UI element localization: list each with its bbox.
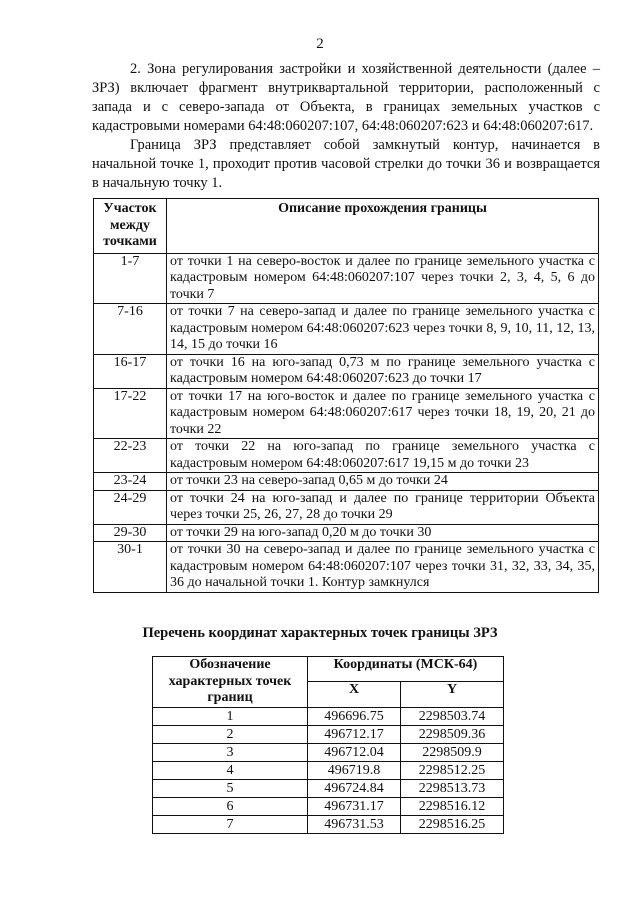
x-cell: 496696.75 xyxy=(308,707,401,725)
y-cell: 2298509.9 xyxy=(401,743,504,761)
boundary-description-table xyxy=(93,198,599,593)
segment-cell: 29-30 xyxy=(94,524,167,542)
description-cell: от точки 1 на северо-восток и далее по границе земельного участка с кадастровым номером 64:48:060207:107 через точки 2, 3, 4, 5, 6 до точки 7 xyxy=(167,253,599,304)
point-cell: 7 xyxy=(153,815,308,833)
x-cell: 496712.17 xyxy=(308,725,401,743)
segment-cell: 17-22 xyxy=(94,388,167,439)
point-cell: 4 xyxy=(153,761,308,779)
description-cell: от точки 22 на юго-запад по границе земельного участка с кадастровым номером 64:48:060207:617 19,15 м до точки 23 xyxy=(167,439,599,473)
table-row xyxy=(94,354,599,388)
description-cell: от точки 23 на северо-запад 0,65 м до точки 24 xyxy=(167,473,599,491)
x-cell: 496731.53 xyxy=(308,815,401,833)
boundary-intro-paragraph: Граница ЗРЗ представляет собой замкнутый контур, начинается в начальной точке 1, проходит против часовой стрелки до точки 36 и возвращается в начальную точку 1. xyxy=(92,137,600,191)
y-cell: 2298503.74 xyxy=(401,707,504,725)
table-row xyxy=(94,253,599,304)
y-cell: 2298516.25 xyxy=(401,815,504,833)
coordinates-header-row xyxy=(153,657,504,682)
x-cell: 496724.84 xyxy=(308,779,401,797)
segment-cell: 1-7 xyxy=(94,253,167,304)
description-cell: от точки 24 на юго-запад и далее по границе территории Объекта через точки 25, 26, 27, 28 до точки 29 xyxy=(167,490,599,524)
table-row xyxy=(94,542,599,593)
segment-cell: 16-17 xyxy=(94,354,167,388)
x-cell: 496719.8 xyxy=(308,761,401,779)
segment-cell: 30-1 xyxy=(94,542,167,593)
description-column-header: Описание прохождения границы xyxy=(167,199,599,254)
page-number: 2 xyxy=(316,36,324,52)
boundary-table-header xyxy=(94,199,599,254)
y-cell: 2298516.12 xyxy=(401,797,504,815)
segment-column-header: Участок между точками xyxy=(94,199,167,254)
table-row xyxy=(94,439,599,473)
point-cell: 2 xyxy=(153,725,308,743)
table-row xyxy=(153,707,504,725)
table-row xyxy=(94,388,599,439)
description-cell: от точки 29 на юго-запад 0,20 м до точки 30 xyxy=(167,524,599,542)
table-row xyxy=(94,490,599,524)
table-row xyxy=(153,797,504,815)
coordinates-title: Перечень координат характерных точек границы ЗРЗ xyxy=(142,625,498,641)
point-label-header: Обозначение характерных точек границ xyxy=(153,657,308,708)
point-cell: 6 xyxy=(153,797,308,815)
table-row xyxy=(94,473,599,491)
table-row xyxy=(153,761,504,779)
point-cell: 1 xyxy=(153,707,308,725)
table-row xyxy=(153,815,504,833)
segment-cell: 24-29 xyxy=(94,490,167,524)
description-cell: от точки 17 на юго-восток и далее по границе земельного участка с кадастровым номером 64:48:060207:617 через точки 18, 19, 20, 21 до точки 22 xyxy=(167,388,599,439)
coordinates-system-header: Координаты (МСК-64) xyxy=(308,657,504,682)
zone-description-paragraph: 2. Зона регулирования застройки и хозяйственной деятельности (далее – ЗРЗ) включает фрагмент внутриквартальной территории, расположенный с запада и с северо-запада от Объекта, в границах земельных участков с кадастровыми номерами 64:48:060207:107, 64:48:060207:623 и 64:48:060207:617. xyxy=(92,61,600,134)
y-cell: 2298512.25 xyxy=(401,761,504,779)
table-row xyxy=(94,304,599,355)
point-cell: 3 xyxy=(153,743,308,761)
description-cell: от точки 30 на северо-запад и далее по границе земельного участка с кадастровым номером 64:48:060207:107 через точки 31, 32, 33, 34, 35, 36 до начальной точки 1. Контур замкнулся xyxy=(167,542,599,593)
table-row xyxy=(153,743,504,761)
table-row xyxy=(153,779,504,797)
x-cell: 496712.04 xyxy=(308,743,401,761)
segment-cell: 23-24 xyxy=(94,473,167,491)
segment-cell: 22-23 xyxy=(94,439,167,473)
y-column-header: Y xyxy=(401,682,504,707)
segment-cell: 7-16 xyxy=(94,304,167,355)
table-row xyxy=(153,725,504,743)
coordinates-table xyxy=(152,656,504,834)
point-cell: 5 xyxy=(153,779,308,797)
y-cell: 2298509.36 xyxy=(401,725,504,743)
description-cell: от точки 16 на юго-запад 0,73 м по границе земельного участка с кадастровым номером 64:48:060207:623 до точки 17 xyxy=(167,354,599,388)
y-cell: 2298513.73 xyxy=(401,779,504,797)
table-row xyxy=(94,524,599,542)
x-column-header: X xyxy=(308,682,401,707)
description-cell: от точки 7 на северо-запад и далее по границе земельного участка с кадастровым номером 64:48:060207:623 через точки 8, 9, 10, 11, 12, 13, 14, 15 до точки 16 xyxy=(167,304,599,355)
x-cell: 496731.17 xyxy=(308,797,401,815)
